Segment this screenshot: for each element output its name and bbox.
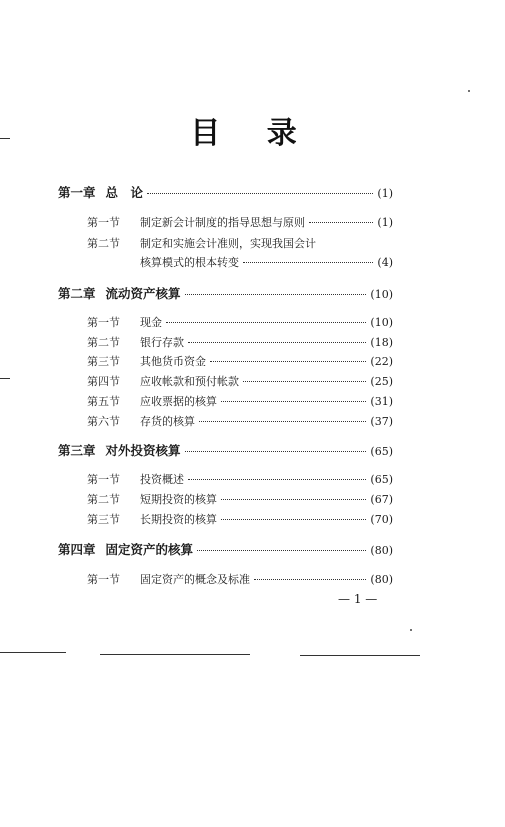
scan-speck	[468, 90, 470, 92]
section-number: 第三节	[87, 355, 120, 368]
page-number: (1)	[377, 216, 393, 229]
page-number: (10)	[370, 288, 393, 301]
page-number: (18)	[370, 336, 393, 349]
scan-mark	[0, 138, 10, 139]
section-number: 第三节	[87, 513, 120, 526]
section-number: 第一节	[87, 573, 120, 586]
page-folio: — 1 —	[338, 592, 378, 606]
toc-section	[87, 393, 393, 409]
dot-leader	[188, 479, 366, 480]
toc-section-continuation	[140, 254, 393, 270]
toc-section	[87, 235, 393, 251]
page-title: 目 录	[190, 116, 315, 151]
chapter-title: 对外投资核算	[105, 443, 181, 458]
toc-section	[87, 511, 393, 527]
section-title: 其他货币资金	[140, 355, 206, 368]
chapter-number: 第三章	[58, 443, 96, 458]
section-title: 银行存款	[140, 336, 184, 349]
page-number: (25)	[370, 375, 393, 388]
section-number: 第四节	[87, 375, 120, 388]
scan-mark	[0, 378, 10, 379]
toc-chapter-4	[58, 540, 393, 558]
section-number: 第五节	[87, 395, 120, 408]
section-number: 第二节	[87, 237, 120, 250]
dot-leader	[254, 579, 366, 580]
page-number: (70)	[370, 513, 393, 526]
toc-section	[87, 334, 393, 350]
scan-line	[100, 654, 250, 655]
dot-leader	[197, 550, 366, 551]
chapter-number: 第四章	[58, 542, 96, 557]
toc-section	[87, 471, 393, 487]
section-title: 应收票据的核算	[140, 395, 217, 408]
chapter-title: 固定资产的核算	[105, 542, 194, 557]
dot-leader	[243, 262, 373, 263]
dot-leader	[166, 322, 366, 323]
page-number: (1)	[377, 187, 393, 200]
toc-section	[87, 413, 393, 429]
page-number: (31)	[370, 395, 393, 408]
page-number: (37)	[370, 415, 393, 428]
dot-leader	[185, 451, 367, 452]
page-number: (67)	[370, 493, 393, 506]
page-number: (80)	[370, 573, 393, 586]
toc-chapter-1	[58, 183, 393, 201]
page-number: (65)	[370, 445, 393, 458]
section-number: 第一节	[87, 316, 120, 329]
dot-leader	[185, 294, 367, 295]
dot-leader	[221, 401, 366, 402]
scan-line	[300, 655, 420, 656]
toc-section	[87, 373, 393, 389]
section-number: 第二节	[87, 336, 120, 349]
scan-speck	[410, 629, 412, 631]
dot-leader	[309, 222, 373, 223]
toc-section	[87, 571, 393, 587]
section-number: 第一节	[87, 473, 120, 486]
chapter-number: 第二章	[58, 286, 96, 301]
section-title: 长期投资的核算	[140, 513, 217, 526]
page-number: (22)	[370, 355, 393, 368]
chapter-title: 流动资产核算	[105, 286, 181, 301]
section-title: 固定资产的概念及标准	[140, 573, 250, 586]
dot-leader	[221, 499, 366, 500]
dot-leader	[188, 342, 366, 343]
dot-leader	[199, 421, 366, 422]
section-title: 现金	[140, 316, 162, 329]
dot-leader	[210, 361, 366, 362]
dot-leader	[221, 519, 366, 520]
page-number: (4)	[377, 256, 393, 269]
page-number: (10)	[370, 316, 393, 329]
toc-section	[87, 353, 393, 369]
section-title: 制定新会计制度的指导思想与原则	[140, 216, 305, 229]
dot-leader	[243, 381, 366, 382]
section-title: 投资概述	[140, 473, 184, 486]
scan-line	[0, 652, 66, 653]
page-number: (80)	[370, 544, 393, 557]
toc-section	[87, 214, 393, 230]
toc-chapter-3	[58, 441, 393, 459]
page-number: (65)	[370, 473, 393, 486]
toc-section	[87, 314, 393, 330]
toc-chapter-2	[58, 284, 393, 302]
section-title: 存货的核算	[140, 415, 195, 428]
section-title: 应收帐款和预付帐款	[140, 375, 239, 388]
section-title-continued: 核算模式的根本转变	[140, 256, 239, 269]
section-title: 制定和实施会计准则，实现我国会计	[140, 237, 316, 250]
section-number: 第六节	[87, 415, 120, 428]
section-number: 第二节	[87, 493, 120, 506]
toc-section	[87, 491, 393, 507]
section-title: 短期投资的核算	[140, 493, 217, 506]
chapter-title: 总 论	[105, 185, 144, 200]
section-number: 第一节	[87, 216, 120, 229]
dot-leader	[147, 193, 373, 194]
chapter-number: 第一章	[58, 185, 96, 200]
